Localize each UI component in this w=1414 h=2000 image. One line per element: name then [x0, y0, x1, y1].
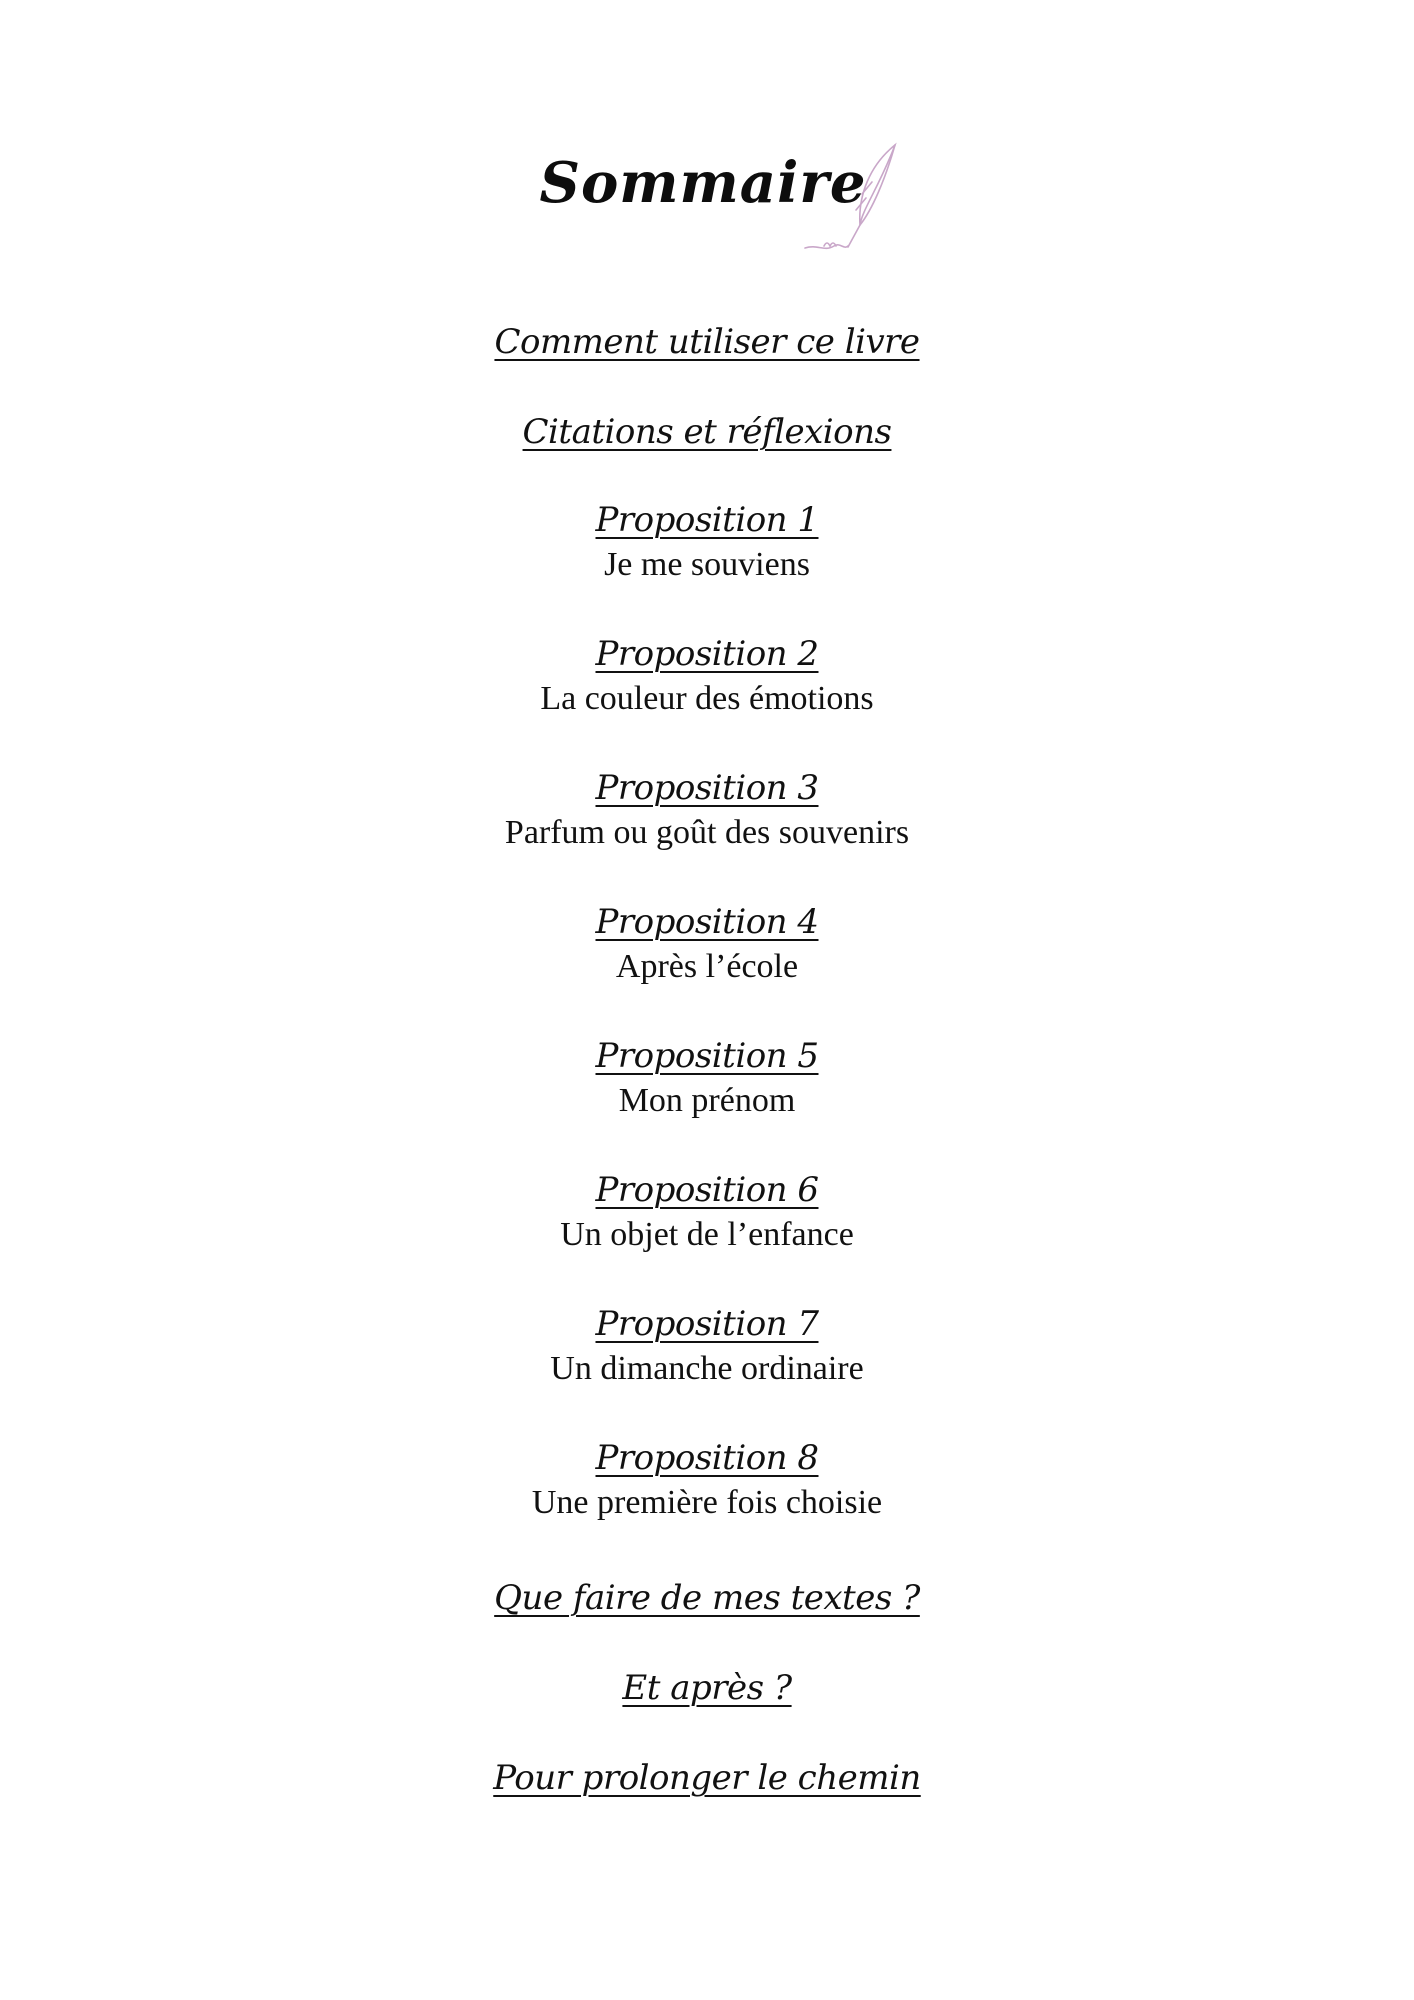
toc-link-que-faire[interactable]: Que faire de mes textes ?	[494, 1578, 920, 1618]
toc-entry	[0, 1668, 1414, 1708]
toc-entry	[0, 1170, 1414, 1254]
toc-link-proposition-4[interactable]: Proposition 4	[595, 902, 819, 942]
toc-subtitle: Un dimanche ordinaire	[550, 1350, 864, 1387]
toc-subtitle: Je me souviens	[604, 546, 810, 583]
page-title: Sommaire	[539, 150, 867, 216]
toc-subtitle: Parfum ou goût des souvenirs	[504, 814, 910, 851]
toc-entry	[0, 902, 1414, 986]
toc-link-comment-utiliser[interactable]: Comment utiliser ce livre	[494, 322, 920, 362]
toc-subtitle: Une première fois choisie	[531, 1484, 883, 1521]
toc-entry	[0, 1036, 1414, 1120]
toc-entry	[0, 412, 1414, 452]
toc-link-citations[interactable]: Citations et réflexions	[522, 412, 892, 452]
toc-subtitle: Mon prénom	[618, 1082, 796, 1119]
toc-subtitle: La couleur des émotions	[540, 680, 874, 717]
toc-link-prolonger[interactable]: Pour prolonger le chemin	[493, 1758, 921, 1798]
toc-entry	[0, 322, 1414, 362]
toc-subtitle: Un objet de l’enfance	[560, 1216, 854, 1253]
title-area	[0, 150, 1414, 216]
toc-link-et-apres[interactable]: Et après ?	[622, 1668, 792, 1708]
toc-link-proposition-1[interactable]: Proposition 1	[595, 500, 819, 540]
toc-subtitle: Après l’école	[615, 948, 799, 985]
toc-entry	[0, 768, 1414, 852]
toc-entry	[0, 1758, 1414, 1798]
toc-link-proposition-7[interactable]: Proposition 7	[595, 1304, 819, 1344]
toc-entry	[0, 500, 1414, 584]
toc-entry	[0, 1578, 1414, 1618]
feather-quill-icon	[800, 140, 910, 255]
toc-link-proposition-3[interactable]: Proposition 3	[595, 768, 819, 808]
toc-entry	[0, 1304, 1414, 1388]
toc-link-proposition-8[interactable]: Proposition 8	[595, 1438, 819, 1478]
toc-link-proposition-2[interactable]: Proposition 2	[595, 634, 819, 674]
toc-entry	[0, 634, 1414, 718]
toc-link-proposition-5[interactable]: Proposition 5	[595, 1036, 819, 1076]
toc-entry	[0, 1438, 1414, 1522]
toc-link-proposition-6[interactable]: Proposition 6	[595, 1170, 819, 1210]
